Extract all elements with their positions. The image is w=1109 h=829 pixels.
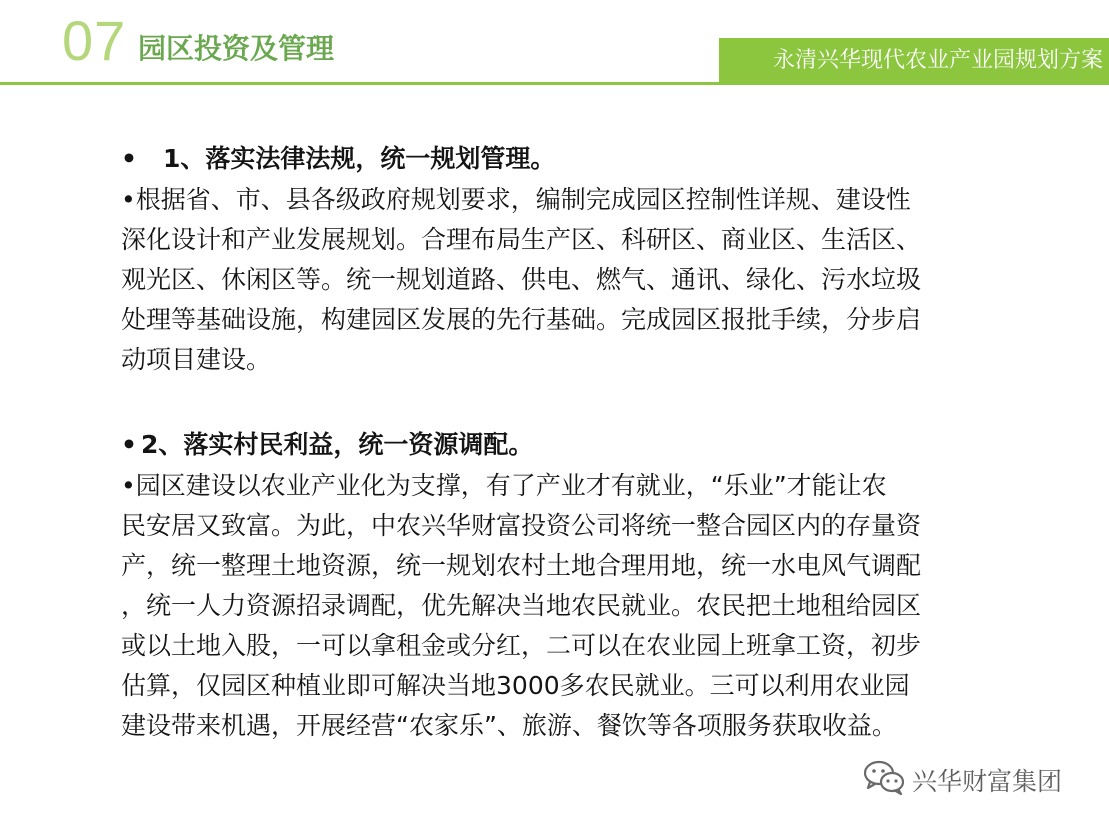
section-number: 07 [62,9,127,72]
paragraph-line: 建设带来机遇，开展经营“农家乐”、旅游、餐饮等各项服务获取收益。 [121,711,897,740]
bullet-marker: • [121,144,137,173]
section-title: 园区投资及管理 [138,32,335,65]
section-paragraph [121,180,1021,380]
section-block-1 [121,138,1021,380]
slide-body [121,138,1021,746]
paragraph-line: 估算，仅园区种植业即可解决当地3000多农民就业。三可以利用农业园 [121,671,910,700]
section-spacer [121,380,1021,424]
section-block-2 [121,424,1021,746]
heading-text: 2、落实村民利益，统一资源调配。 [141,430,534,459]
heading-text: 1、落实法律法规，统一规划管理。 [163,144,556,173]
document-title-banner: 永清兴华现代农业产业园规划方案 [719,38,1109,84]
watermark [862,757,1062,803]
wechat-icon [862,757,906,803]
paragraph-line: •根据省、市、县各级政府规划要求，编制完成园区控制性详规、建设性 [121,185,911,214]
paragraph-line: 民安居又致富。为此，中农兴华财富投资公司将统一整合园区内的存量资 [121,511,922,540]
paragraph-line: 动项目建设。 [121,345,272,374]
paragraph-line: •园区建设以农业产业化为支撑，有了产业才有就业，“乐业”才能让农 [121,471,887,500]
paragraph-line: 产，统一整理土地资源，统一规划农村土地合理用地，统一水电风气调配 [121,551,922,580]
paragraph-line: 深化设计和产业发展规划。合理布局生产区、科研区、商业区、生活区、 [121,225,922,254]
paragraph-line: ，统一人力资源招录调配，优先解决当地农民就业。农民把土地租给园区 [121,591,922,620]
bullet-marker: • [121,430,137,459]
paragraph-line: 处理等基础设施，构建园区发展的先行基础。完成园区报批手续，分步启 [121,305,922,334]
watermark-text: 兴华财富集团 [912,767,1063,796]
paragraph-line: 观光区、休闲区等。统一规划道路、供电、燃气、通讯、绿化、污水垃圾 [121,265,922,294]
section-paragraph [121,466,1021,746]
section-heading [121,138,1021,180]
paragraph-line: 或以土地入股，一可以拿租金或分红，二可以在农业园上班拿工资，初步 [121,631,922,660]
section-heading [121,424,1021,466]
